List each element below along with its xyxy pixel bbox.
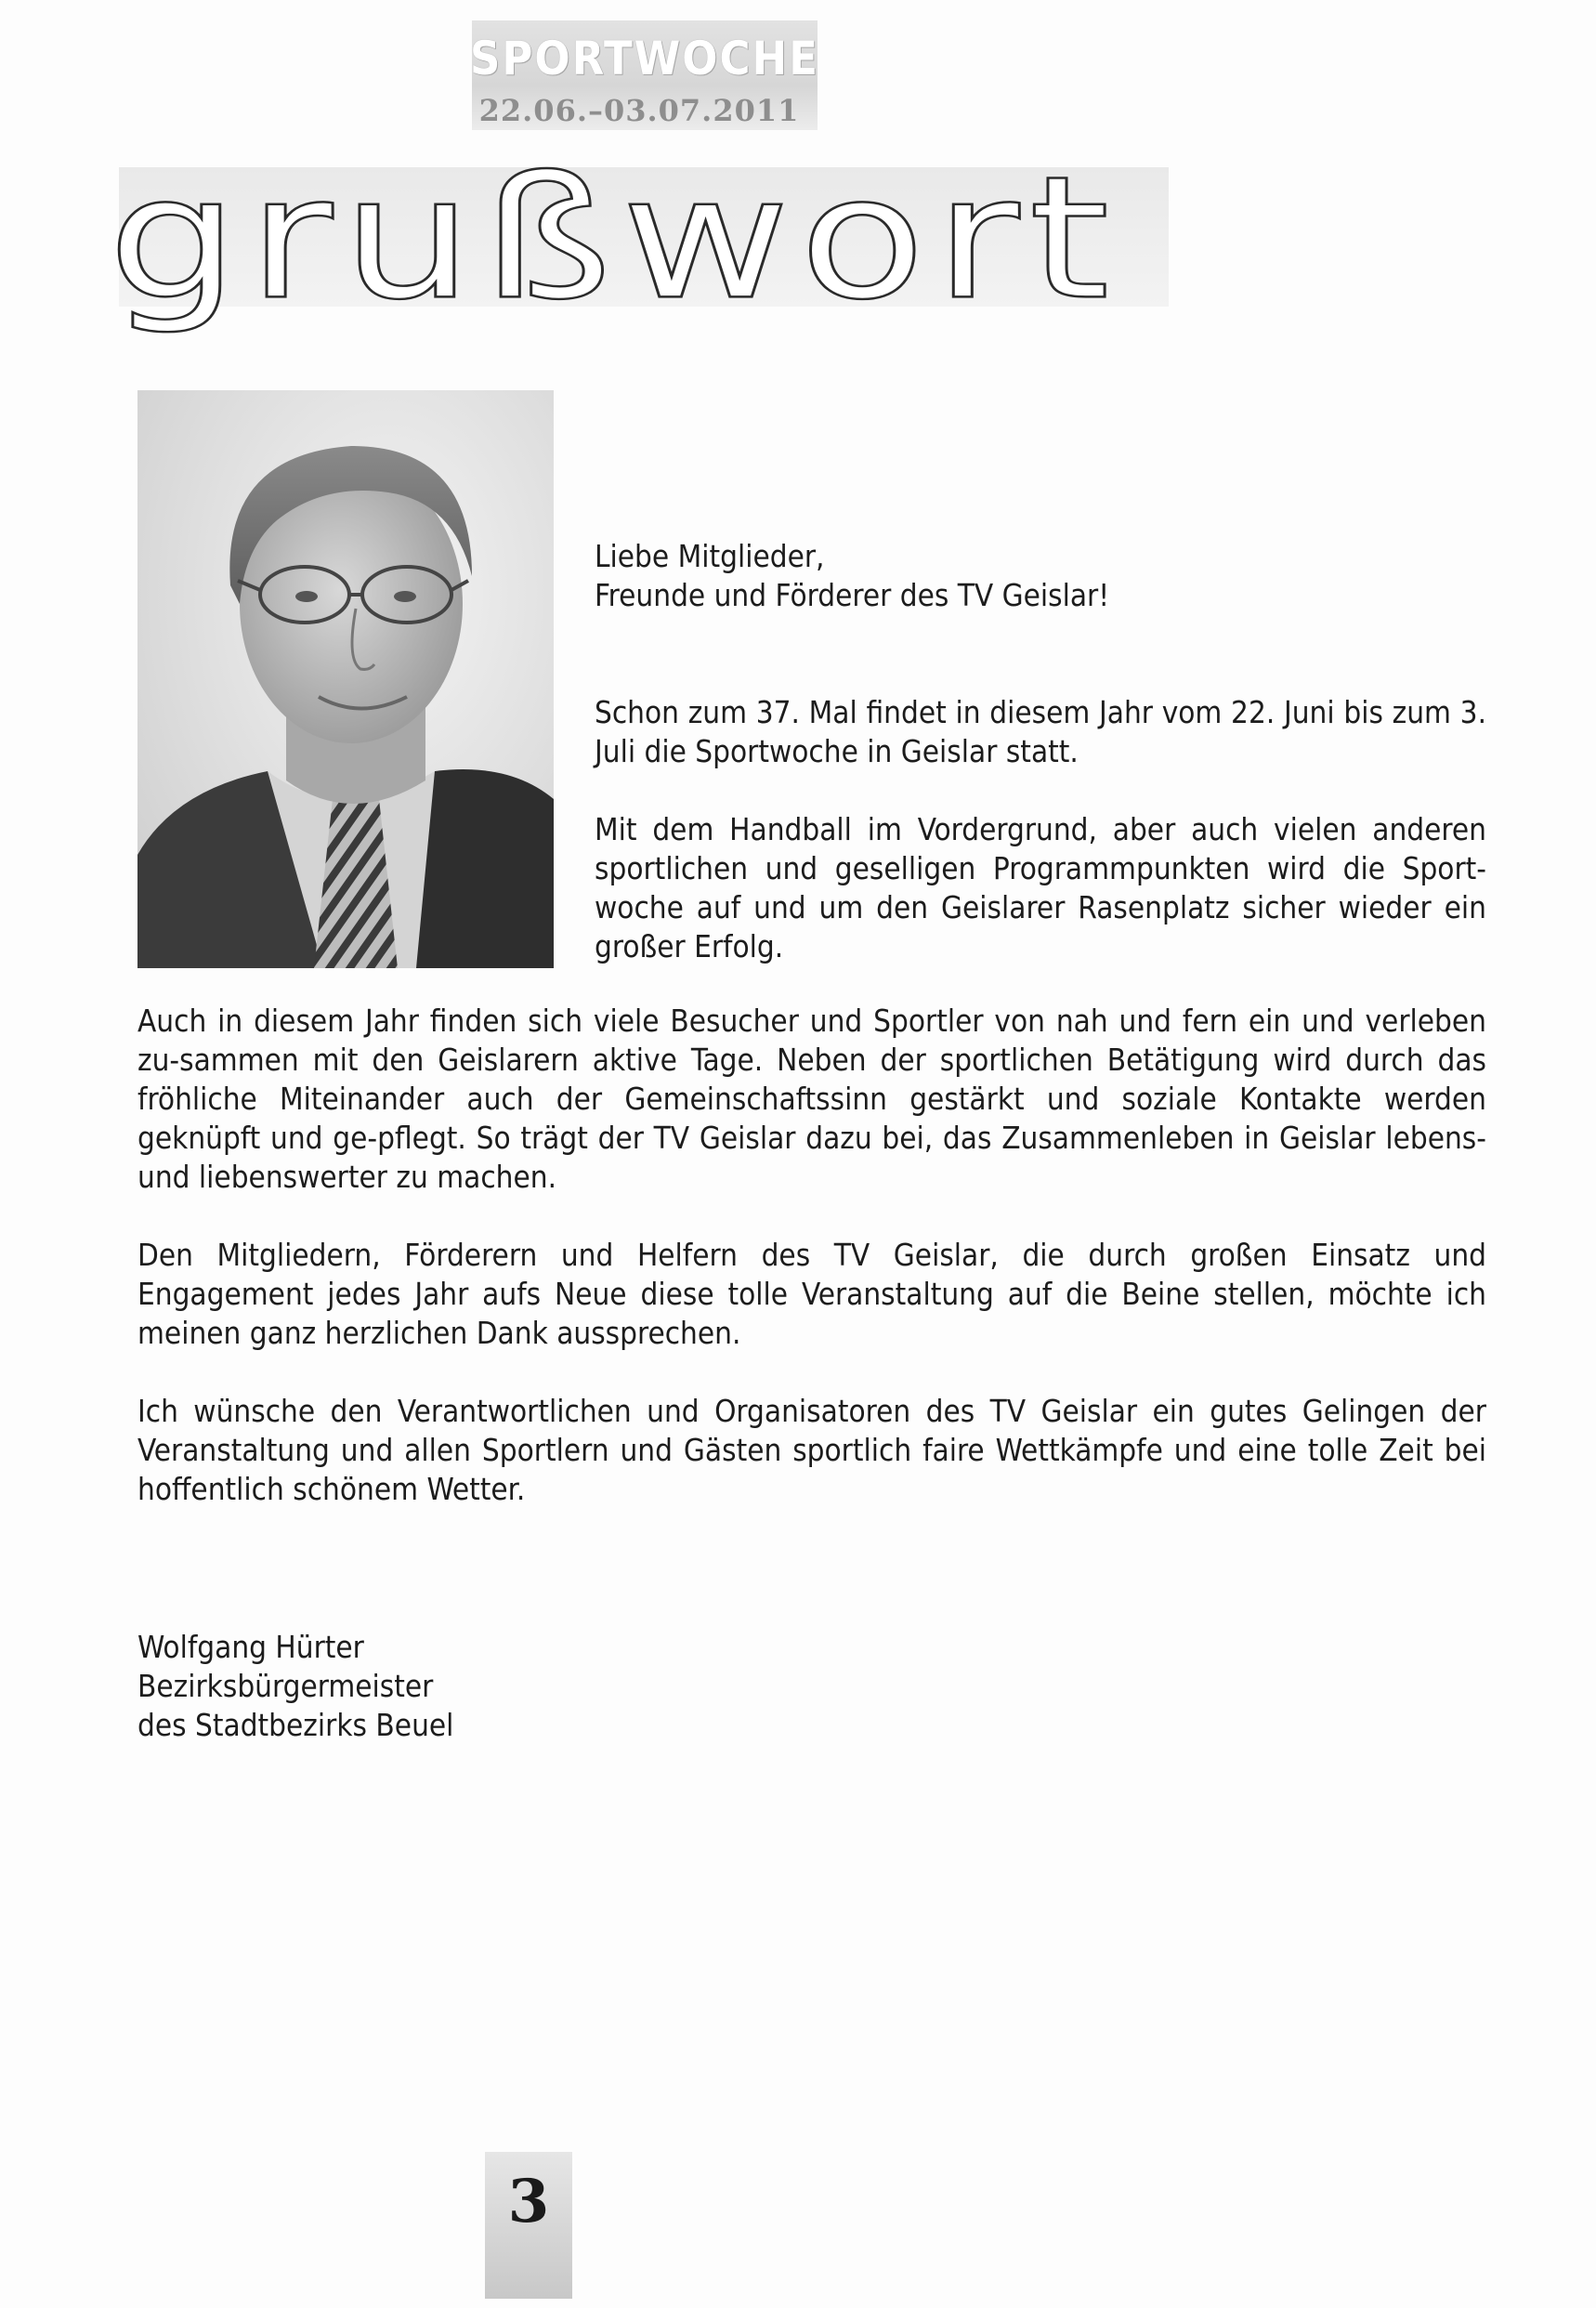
header-title: SPORTWOCHE — [470, 32, 819, 85]
paragraph-4: Den Mitgliedern, Förderern und Helfern des TV Geislar, die durch großen Einsatz und Engagement jedes Jahr aufs Neue diese tolle Veranstaltung auf die Beine stellen, möchte ich meinen ganz herzlichen Dank aussprechen. — [137, 1237, 1486, 1351]
signature-title: Bezirksbürgermeister — [137, 1668, 434, 1704]
page-heading: grußwort — [108, 140, 1119, 337]
paragraph-3: Auch in diesem Jahr finden sich viele Besucher und Sportler von nah und fern ein und verleben zu-sammen mit den Geislarern aktive Tage. Neben der sportlichen Betätigung wird durch das fröhliche Miteinander auch der Gemeinschaftssinn gestärkt und soziale Kontakte werden geknüpft und ge-pflegt. So trägt der TV Geislar dazu bei, das Zusammenleben in Geislar lebens- und liebenswerter zu machen. — [137, 1003, 1486, 1195]
greeting-line-1: Liebe Mitglieder, — [595, 538, 825, 574]
paragraph-1: Schon zum 37. Mal findet in diesem Jahr vom 22. Juni bis zum 3. Juli die Sportwoche in Geislar statt. — [595, 694, 1486, 769]
portrait-photo — [137, 390, 554, 968]
signature-district: des Stadtbezirks Beuel — [137, 1707, 454, 1743]
greeting-line-2: Freunde und Förderer des TV Geislar! — [595, 577, 1110, 613]
page-number: 3 — [507, 2167, 550, 2236]
header-dates: 22.06.–03.07.2011 — [478, 93, 800, 128]
paragraph-5: Ich wünsche den Verantwortlichen und Organisatoren des TV Geislar ein gutes Gelingen der Veranstaltung und allen Sportlern und Gästen sportlich faire Wettkämpfe und eine tolle Zeit bei hoffentlich schönem Wetter. — [137, 1393, 1486, 1507]
paragraph-2: Mit dem Handball im Vordergrund, aber auch vielen anderen sportlichen und geselligen Programmpunkten wird die Sport-woche auf und um den Geislarer Rasenplatz sicher wieder ein großer Erfolg. — [595, 811, 1486, 964]
signature-name: Wolfgang Hürter — [137, 1629, 364, 1665]
